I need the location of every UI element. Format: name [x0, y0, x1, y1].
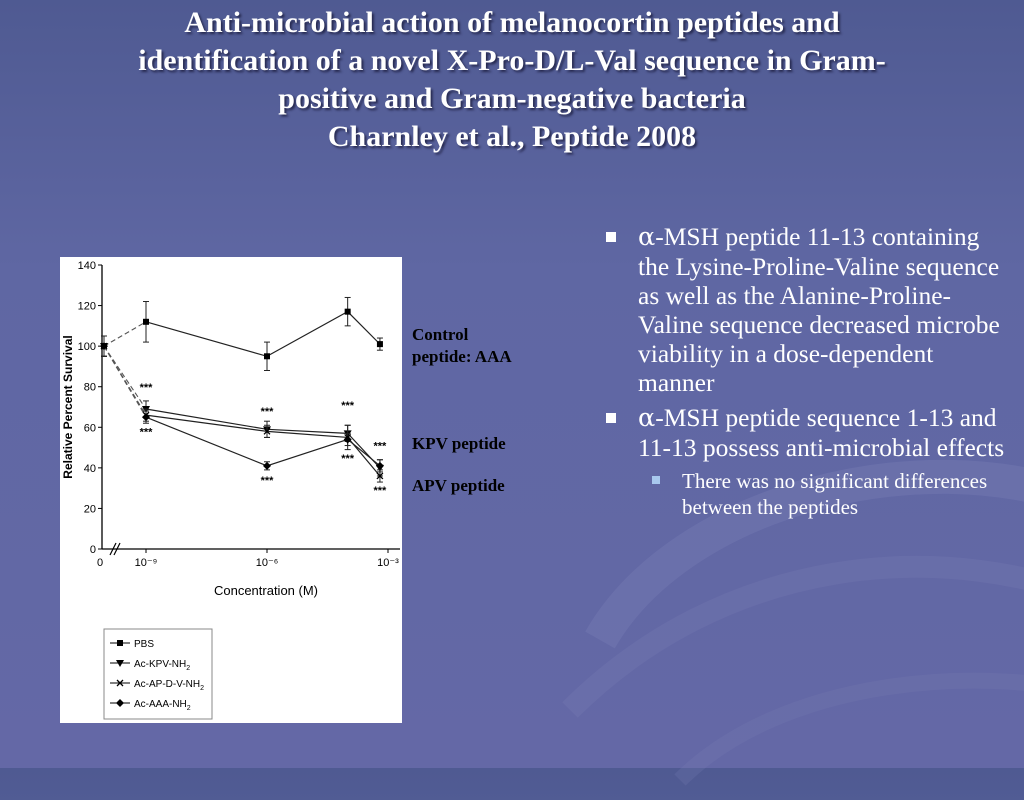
bullet-item-1 [598, 222, 1008, 397]
significance-label: *** [373, 440, 387, 453]
significance-label: *** [341, 400, 355, 413]
significance-label: *** [341, 452, 355, 465]
significance-label: *** [373, 485, 387, 498]
data-point-square [377, 341, 383, 347]
y-tick-label: 120 [77, 300, 96, 313]
survival-chart [60, 257, 402, 723]
legend-marker-square [117, 640, 123, 646]
legend-subscript: 2 [200, 685, 205, 692]
y-tick-label: 140 [77, 260, 96, 272]
alpha-symbol: α [638, 403, 656, 433]
significance-label: *** [139, 426, 153, 439]
bullet-text-2: -MSH peptide sequence 1-13 and 11-13 possess anti-microbial effects [638, 403, 1005, 462]
y-tick-label: 0 [89, 544, 96, 556]
kpv-annotation: KPV peptide [412, 434, 506, 453]
data-point-diamond [142, 413, 150, 421]
data-point-square [345, 309, 351, 315]
significance-label: *** [260, 475, 274, 488]
legend-entry: PBS [134, 639, 155, 650]
significance-label: *** [139, 381, 153, 394]
legend-entry: $Ac-AP-D-V-NH_2$ [134, 679, 205, 692]
x-tick-label: 0 [96, 557, 104, 569]
title-line-4: Charnley et al., Peptide 2008 [327, 120, 697, 153]
bullet-text-1: -MSH peptide 11-13 containing the Lysine-Proline-Valine sequence as well as the Alanine-Proline-Valine sequence decreased microbe viability in a dose-dependent manner [638, 222, 1000, 397]
y-tick-label: 80 [83, 381, 96, 394]
chart-figure [60, 257, 402, 723]
y-axis-label: Relative Percent Survival [61, 335, 75, 479]
y-tick-label: 20 [83, 503, 96, 516]
bullet-item-2 [598, 403, 1008, 462]
sub-bullet-item [598, 468, 1008, 520]
y-tick-label: 100 [77, 341, 96, 354]
square-bullet-icon [606, 413, 616, 423]
title-line-3: positive and Gram-negative bacteria [278, 82, 746, 115]
significance-label: *** [260, 406, 274, 419]
control-peptide-annotation [412, 324, 512, 368]
sub-bullet-text: There was no significant differences between the peptides [682, 469, 988, 519]
control-annotation-line2: peptide: AAA [412, 347, 512, 366]
title-line-2: identification of a novel X-Pro-D/L-Val sequence in Gram- [138, 44, 886, 77]
square-bullet-icon [606, 232, 616, 242]
data-point-square [143, 319, 149, 325]
legend-entry: $Ac-KPV-NH_2$ [134, 659, 191, 672]
bullet-list [598, 222, 1008, 520]
x-tick-label: 10⁻³ [377, 557, 399, 569]
title-line-1: Anti-microbial action of melanocortin peptides and [184, 6, 840, 39]
data-point-diamond [263, 462, 271, 470]
x-axis-label: Concentration (M) [213, 583, 319, 598]
series-dashed-segment [104, 322, 146, 346]
y-tick-label: 60 [83, 422, 96, 435]
slide-title [0, 4, 1024, 156]
x-tick-label: 10⁻⁶ [255, 557, 279, 569]
legend-subscript: 2 [186, 705, 191, 712]
data-point-square [264, 353, 270, 359]
legend-entry: $Ac-AAA-NH_2$ [134, 699, 191, 712]
square-sub-bullet-icon [652, 476, 660, 484]
legend-subscript: 2 [186, 665, 191, 672]
alpha-symbol: α [638, 222, 656, 252]
control-annotation-line1: Control [412, 325, 469, 344]
y-tick-label: 40 [83, 462, 96, 475]
apv-annotation: APV peptide [412, 476, 505, 495]
series-line-0 [146, 312, 380, 357]
x-tick-label: 10⁻⁹ [134, 557, 158, 569]
